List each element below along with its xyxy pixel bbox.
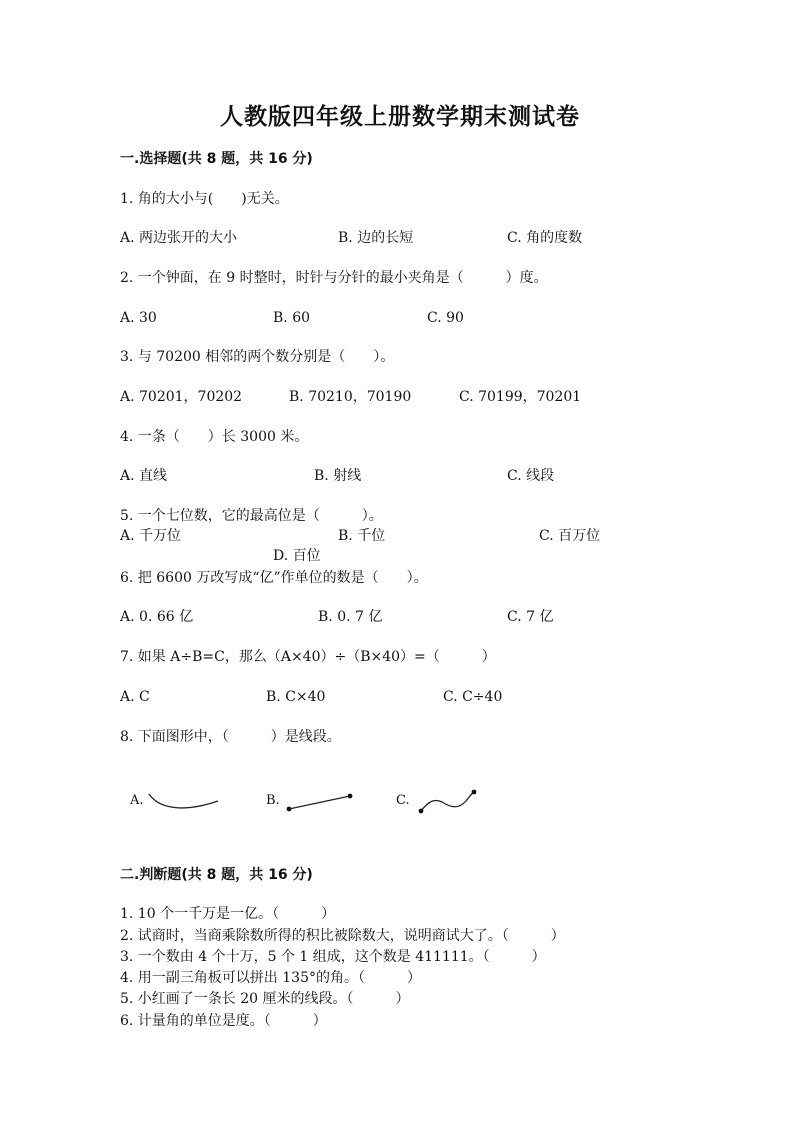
wavy-line-figure [416,786,480,816]
question-5-option-b: B. 千位 [338,528,386,544]
question-2-option-c: C. 90 [427,310,464,326]
question-8-option-b: B. [266,793,280,808]
question-6-stem: 6. 把 6600 万改写成“亿”作单位的数是（ ）。 [120,570,428,586]
question-1-option-b: B. 边的长短 [338,230,414,246]
question-3-option-b: B. 70210，70190 [289,389,412,405]
judgment-item-2: 2. 试商时，当商乘除数所得的积比被除数大，说明商试大了。（ ） [120,928,565,944]
question-4-stem: 4. 一条（ ）长 3000 米。 [120,429,309,445]
judgment-item-6: 6. 计量角的单位是度。（ ） [120,1013,327,1029]
question-3-stem: 3. 与 70200 相邻的两个数分别是（ ）。 [120,349,395,365]
question-5-option-c: C. 百万位 [539,528,601,544]
question-5-option-d: D. 百位 [273,548,321,564]
question-1-option-a: A. 两边张开的大小 [120,230,238,246]
question-3-option-c: C. 70199，70201 [459,389,582,405]
judgment-item-1: 1. 10 个一千万是一亿。（ ） [120,906,336,922]
question-6-option-c: C. 7 亿 [507,609,554,625]
question-3-option-a: A. 70201，70202 [120,389,243,405]
judgment-item-4: 4. 用一副三角板可以拼出 135°的角。（ ） [120,970,421,986]
question-5-option-a: A. 千万位 [120,528,182,544]
question-1-stem: 1. 角的大小与( )无关。 [120,191,289,207]
question-8-option-c: C. [396,793,410,808]
question-7-option-b: B. C×40 [266,689,326,705]
line-segment-figure [284,792,356,814]
page-title: 人教版四年级上册数学期末测试卷 [220,103,580,130]
section-heading-choice: 一.选择题(共 8 题，共 16 分) [120,151,313,167]
question-8-option-a: A. [130,793,144,808]
judgment-item-3: 3. 一个数由 4 个十万，5 个 1 组成，这个数是 411111。（ ） [120,949,546,965]
question-2-option-a: A. 30 [120,310,157,326]
question-7-option-c: C. C÷40 [443,689,503,705]
section-heading-judgment: 二.判断题(共 8 题，共 16 分) [120,867,313,883]
curve-figure [146,790,222,814]
question-4-option-a: A. 直线 [120,468,168,484]
judgment-item-5: 5. 小红画了一条长 20 厘米的线段。（ ） [120,991,410,1007]
question-2-stem: 2. 一个钟面，在 9 时整时，时针与分针的最小夹角是（ ）度。 [120,270,548,286]
question-1-option-c: C. 角的度数 [507,230,583,246]
question-7-stem: 7. 如果 A÷B=C，那么（A×40）÷（B×40）=（ ） [120,649,496,665]
question-5-stem: 5. 一个七位数，它的最高位是（ ）。 [120,508,383,524]
question-8-stem: 8. 下面图形中，（ ）是线段。 [120,729,341,745]
question-2-option-b: B. 60 [273,310,311,326]
question-6-option-b: B. 0. 7 亿 [318,609,383,625]
question-4-option-c: C. 线段 [507,468,555,484]
question-7-option-a: A. C [120,689,150,705]
question-4-option-b: B. 射线 [314,468,362,484]
question-6-option-a: A. 0. 66 亿 [120,609,194,625]
